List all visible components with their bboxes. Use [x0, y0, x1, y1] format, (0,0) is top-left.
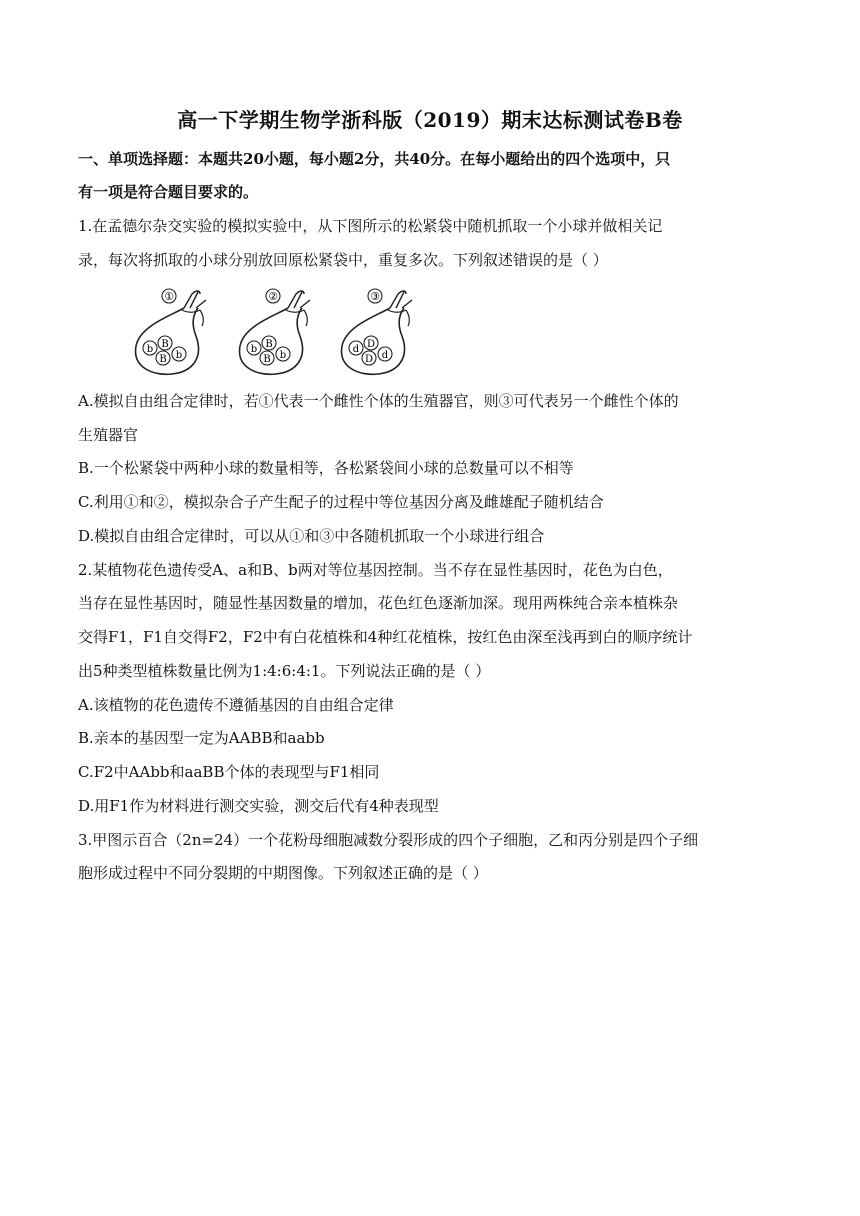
- q2-stem-line-2: 当存在显性基因时，随显性基因数量的增加，花色红色逐渐加深。现用两株纯合亲本植株杂: [78, 594, 679, 612]
- q1-stem-line-1: 1.在孟德尔杂交实验的模拟实验中，从下图所示的松紧袋中随机抓取一个小球并做相关记: [78, 217, 663, 235]
- bag-3-ball-2: D: [366, 339, 376, 350]
- bag-3-neck: [390, 291, 412, 308]
- q2-stem-line-1: 2.某植物花色遗传受A、a和B、b两对等位基因控制。当不存在显性基因时，花色为白色，: [78, 561, 673, 579]
- q1-stem-line-2: 录，每次将抓取的小球分别放回原松紧袋中，重复多次。下列叙述错误的是（ ）: [78, 251, 608, 269]
- bag-1-label: ①: [164, 290, 174, 303]
- q2-stem-line-3: 交得F1，F1自交得F2，F2中有白花植株和4种红花植株，按红色由深至浅再到白的顺序统计: [78, 628, 693, 646]
- bag-3-ball-4: d: [381, 350, 389, 361]
- q1-option-b: B.一个松紧袋中两种小球的数量相等，各松紧袋间小球的总数量可以不相等: [78, 459, 574, 477]
- bag-3-ball-3: D: [364, 354, 374, 365]
- bag-2-ball-3: B: [263, 354, 271, 365]
- q2-stem-line-4: 出5种类型植株数量比例为1:4:6:4:1。下列说法正确的是（ ）: [78, 662, 491, 680]
- page-title: 高一下学期生物学浙科版（2019）期末达标测试卷B卷: [177, 108, 683, 132]
- section-heading-line-1: 一、单项选择题：本题共20小题，每小题2分，共40分。在每小题给出的四个选项中，只: [78, 150, 671, 168]
- bag-3: [342, 289, 412, 374]
- q1-option-d: D.模拟自由组合定律时，可以从①和③中各随机抓取一个小球进行组合: [78, 527, 545, 545]
- bag-1-ball-1: b: [146, 344, 154, 355]
- section-heading-line-2: 有一项是符合题目要求的。: [78, 183, 259, 201]
- bag-3-ball-1: d: [352, 344, 360, 355]
- bag-2-neck: [288, 291, 310, 308]
- bag-2-ball-2: B: [265, 339, 273, 350]
- q1-option-a-line-1: A.模拟自由组合定律时，若①代表一个雌性个体的生殖器官，则③可代表另一个雌性个体的: [78, 392, 679, 410]
- bag-1-ball-3: B: [159, 354, 167, 365]
- bag-2-label: ②: [268, 290, 278, 303]
- q1-option-c: C.利用①和②，模拟杂合子产生配子的过程中等位基因分离及雌雄配子随机结合: [78, 493, 604, 511]
- q3-stem-line-2: 胞形成过程中不同分裂期的中期图像。下列叙述正确的是（ ）: [78, 864, 488, 882]
- q1-option-a-line-2: 生殖器官: [78, 426, 139, 444]
- q2-option-b: B.亲本的基因型一定为AABB和aabb: [78, 729, 325, 747]
- q2-option-c: C.F2中AAbb和aaBB个体的表现型与F1相同: [78, 763, 380, 781]
- bag-1: [136, 289, 206, 374]
- bag-1-neck: [184, 291, 206, 308]
- bag-2: [240, 289, 310, 374]
- bag-1-ball-4: b: [175, 350, 183, 361]
- q2-option-d: D.用F1作为材料进行测交实验，测交后代有4种表现型: [78, 797, 439, 815]
- bag-2-ball-1: b: [250, 344, 258, 355]
- bag-2-ball-4: b: [279, 350, 287, 361]
- q2-option-a: A.该植物的花色遗传不遵循基因的自由组合定律: [78, 696, 394, 714]
- bag-figure: [126, 286, 426, 382]
- bag-1-ball-2: B: [161, 339, 169, 350]
- q3-stem-line-1: 3.甲图示百合（2n=24）一个花粉母细胞减数分裂形成的四个子细胞，乙和丙分别是四个子细: [78, 831, 699, 849]
- bag-3-label: ③: [370, 290, 380, 303]
